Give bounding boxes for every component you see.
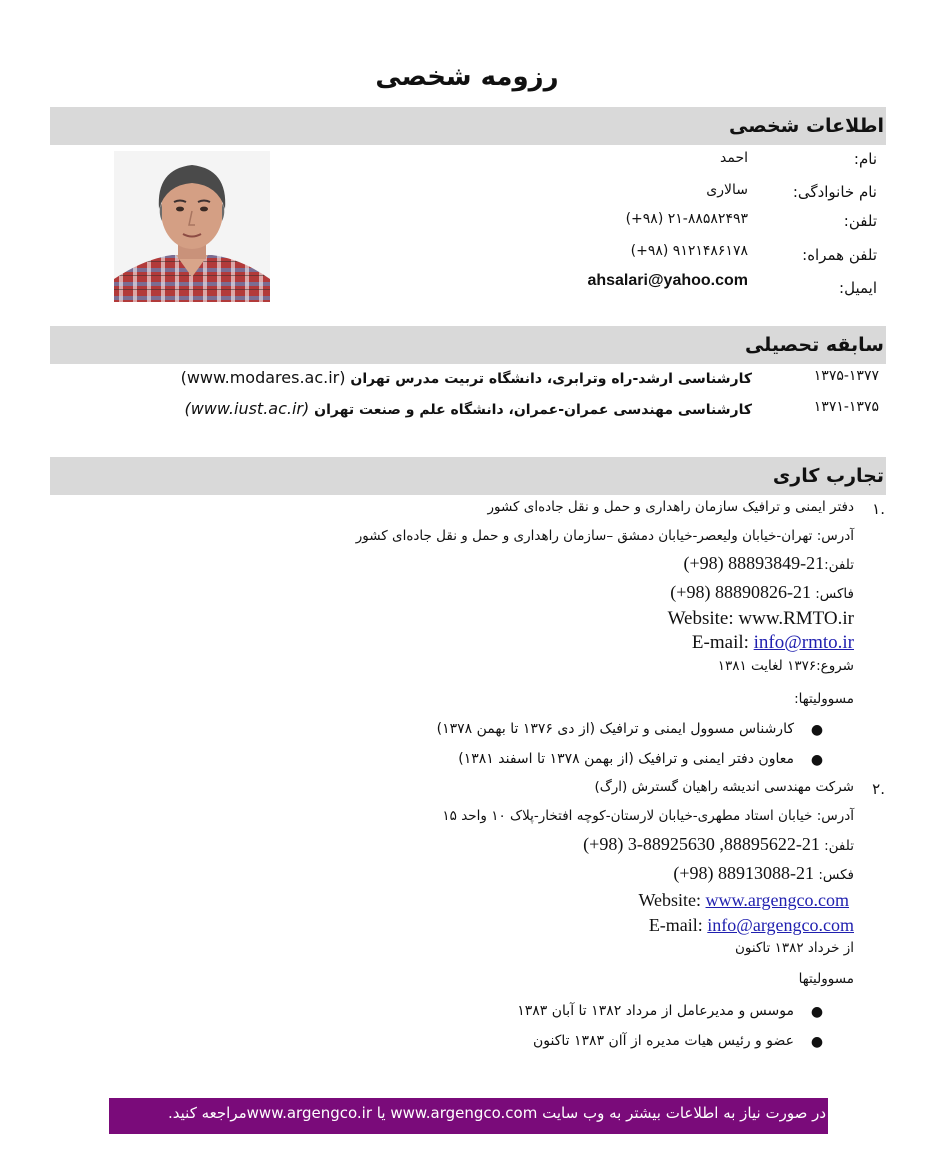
bullet-icon: ● [810,1034,824,1050]
job-address [442,808,854,824]
field-value-last-name: سالاری [706,182,748,198]
job-fax [673,863,854,884]
education-degree: کارشناسی مهندسی عمران-عمران، دانشگاه علم و صنعت تهران [314,402,752,418]
job-phone [683,553,854,574]
field-value-email: ahsalari@yahoo.com [587,272,748,289]
job-start: از خرداد ۱۳۸۲ تاکنون [735,940,854,956]
job-fax-value: 21-88913088 (98+) [673,863,815,883]
field-label-email: ایمیل: [839,279,877,297]
bullet-icon: ● [810,752,824,768]
field-label-last-name: نام خانوادگی: [792,183,877,201]
job-website-label: Website: [638,890,702,910]
job-phone-value: 21-88895622, 88925630-3 (98+) [583,834,820,854]
responsibility-item: کارشناس مسوول ایمنی و ترافیک (از دی ۱۳۷۶ تا بهمن ۱۳۷۸) [436,721,794,737]
job-fax-label: فاکس: [815,586,854,602]
responsibility-item: موسس و مدیرعامل از مرداد ۱۳۸۲ تا آبان ۱۳۸۳ [517,1003,794,1019]
section-title-experience: تجارب کاری [772,465,884,487]
field-value-mobile: ۹۱۲۱۴۸۶۱۷۸ (۹۸+) [630,243,748,259]
education-website: (www.iust.ac.ir) [184,399,310,418]
section-title-personal: اطلاعات شخصی [729,115,884,137]
job-email [649,915,854,936]
job-website-value: www.RMTO.ir [738,608,854,629]
footer-site-link-1[interactable]: www.argengco.com [390,1104,538,1122]
job-phone-label: تلفن: [824,557,854,573]
responsibility-item: عضو و رئیس هیات مدیره از آان ۱۳۸۳ تاکنون [532,1033,794,1049]
job-website-link[interactable]: www.argengco.com [705,890,849,910]
footer-site-link-2[interactable]: www.argengco.ir [246,1104,372,1122]
job-phone [583,834,854,855]
page-title: رزومه شخصی [375,62,559,92]
job-website [638,890,849,911]
job-address-label: آدرس: [816,528,854,544]
job-website-label: Website: [667,608,734,629]
profile-photo [114,151,270,302]
bullet-icon: ● [810,1004,824,1020]
section-title-education: سابقه تحصیلی [744,334,884,356]
job-fax-value: 21-88890826 (98+) [670,582,811,602]
job-name: دفتر ایمنی و ترافیک سازمان راهداری و حمل و نقل جاده‌ای کشور [487,499,854,515]
job-address-label: آدرس: [816,808,854,824]
job-number: .۲ [872,780,885,798]
job-start: شروع:۱۳۷۶ لغایت ۱۳۸۱ [717,658,854,674]
field-label-phone: تلفن: [843,212,877,230]
job-phone-label: تلفن: [824,838,854,854]
education-website: (www.modares.ac.ir) [180,368,346,387]
responsibility-item: معاون دفتر ایمنی و ترافیک (از بهمن ۱۳۷۸ تا اسفند ۱۳۸۱) [458,751,794,767]
job-email-label: E-mail: [691,632,749,653]
education-years: ۱۳۷۵-۱۳۷۷ [813,368,879,384]
footer-suffix: مراجعه کنید. [168,1104,247,1122]
job-email-link[interactable]: info@argengco.com [707,915,854,935]
field-label-first-name: نام: [853,150,877,168]
education-degree: کارشناسی ارشد-راه وترابری، دانشگاه تربیت مدرس تهران [350,371,752,387]
job-responsibilities-title: مسوولیتها [798,971,854,987]
job-responsibilities-title: مسوولیتها: [794,691,854,707]
job-email-link[interactable]: info@rmto.ir [753,632,854,653]
job-website [668,608,854,630]
job-name: شرکت مهندسی اندیشه راهیان گسترش (ارگ) [594,779,854,795]
job-address [356,528,854,544]
section-bar-experience [50,457,886,495]
job-email-label: E-mail: [648,915,703,935]
education-item [181,368,752,387]
job-phone-value: 21-88893849 (98+) [683,553,825,573]
field-label-mobile: تلفن همراه: [802,246,877,264]
job-fax-label: فکس: [818,867,854,883]
job-fax [670,582,854,603]
job-email [692,632,854,654]
job-address-value: تهران-خیابان ولیعصر-خیابان دمشق –سازمان راهداری و حمل و نقل جاده‌ای کشور [355,528,813,544]
footer-prefix: در صورت نیاز به اطلاعات بیشتر به وب سایت [542,1104,826,1122]
footer-or: یا [376,1104,386,1122]
footer-text [168,1104,826,1122]
education-item [184,399,752,418]
education-years: ۱۳۷۱-۱۳۷۵ [813,399,879,415]
job-address-value: خیابان استاد مطهری-خیابان لارستان-کوچه افتخار-پلاک ۱۰ واحد ۱۵ [442,808,813,824]
job-number: .۱ [872,500,885,518]
field-value-first-name: احمد [720,150,748,166]
field-value-phone: ۲۱-۸۸۵۸۲۴۹۳ (۹۸+) [625,211,748,227]
bullet-icon: ● [810,722,824,738]
